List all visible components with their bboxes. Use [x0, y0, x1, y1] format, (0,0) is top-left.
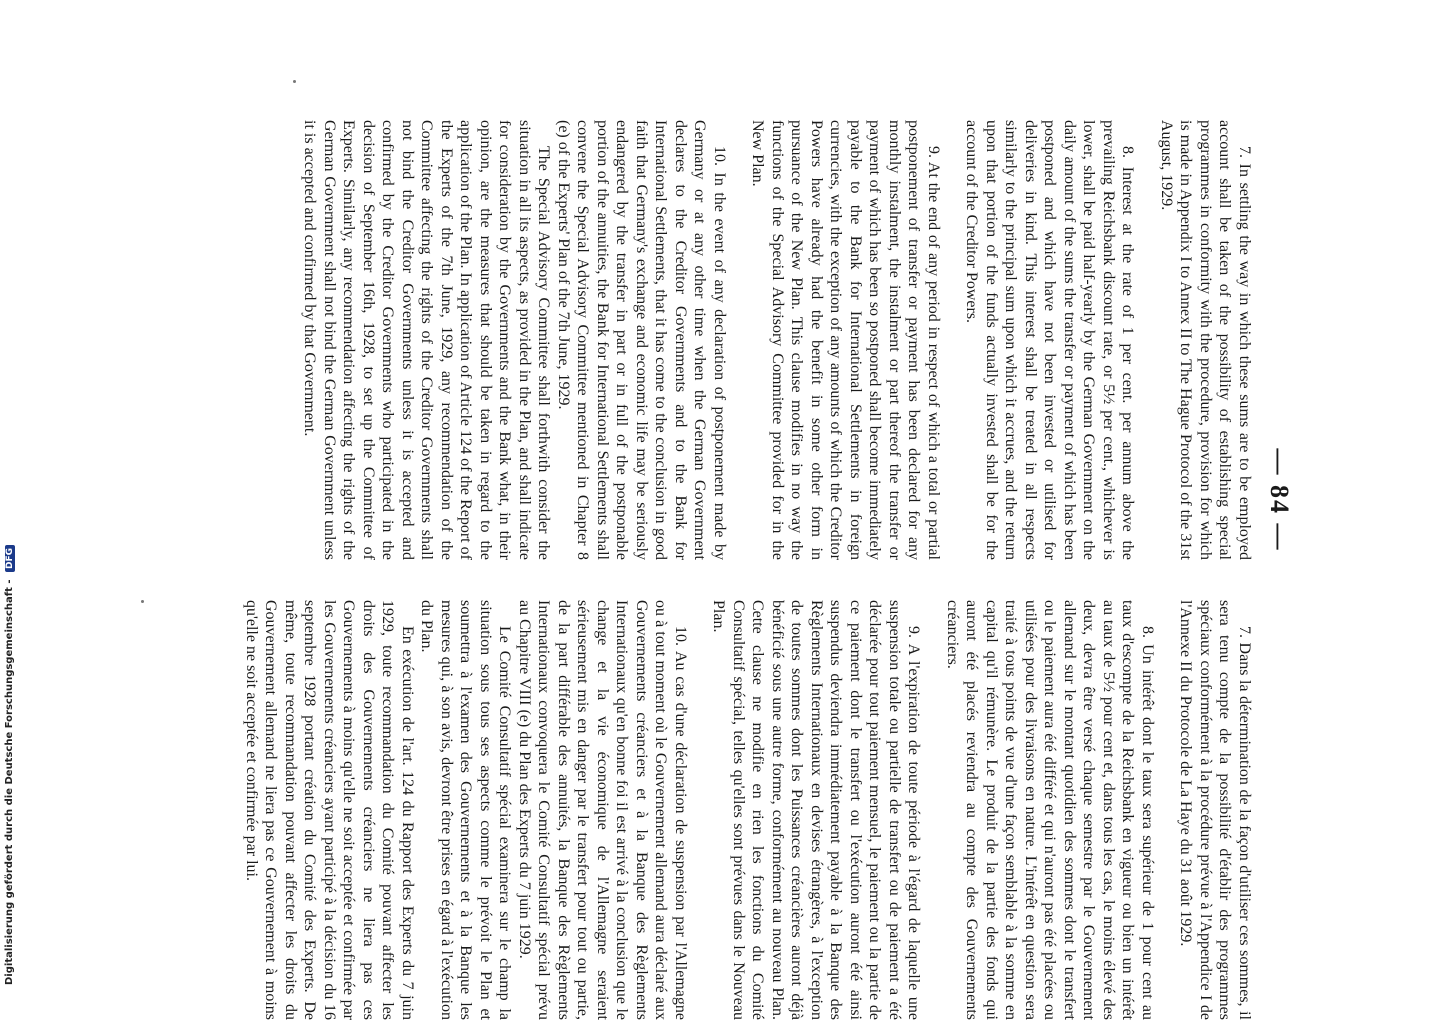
french-paragraph-7: 7. Dans la détermination de la façon d'utiliser ces sommes, il sera tenu compte de la possibilité d'établir des programmes spéciaux conformément à la procédure prévue à l'Appendice I de l'Annexe II du Protocole de La Haye du 31 août 1929.	[1177, 600, 1253, 1020]
english-paragraph-7: 7. In settling the way in which these sums are to be employed account shall be taken of the possibility of establishing special programmes in conformity with the procedure, provision for which is made in Appendix I to Annex II to The Hague Protocol of the 31st August, 1929.	[1158, 120, 1253, 560]
print-speck	[141, 600, 144, 603]
english-paragraph-9: 9. At the end of any period in respect of which a total or partial postponement of transfer or payment has been declared for any monthly instalment, the instalment or part thereof the transfer or payment of which has been so postponed shall become immediately payable to the Bank for International Settlements in foreign currencies, with the exception of any amounts of which the Creditor Powers have already had the benefit in some other form in pursuance of the New Plan. This clause modifies in no way the functions of the Special Advisory Committee provided for in the New Plan.	[749, 120, 942, 560]
english-paragraph-10-continued: The Special Advisory Committee shall forthwith consider the situation in all its aspects, as provided in the Plan, and shall indicate for consideration by the Governments and the Bank what, in their opinion, are the measures that should be taken in regard to the application of the Plan. In application of Article 124 of the Report of the Experts of the 7th June, 1929, any recommendation of the Committee affecting the rights of the Creditor Governments shall not bind the Creditor Governments unless it is accepted and confirmed by the Creditor Governments who participated in the decision of September 16th, 1928, to set up the Committee of Experts. Similarly, any recommendation affecting the rights of the German Government shall not bind the German Government unless it is accepted and confirmed by that Government.	[301, 120, 553, 560]
digitization-stamp	[4, 0, 15, 985]
page-number: — 84 —	[1265, 448, 1294, 552]
french-column	[223, 600, 1255, 1020]
french-paragraph-8: 8. Un intérêt dont le taux sera supérieur de 1 pour cent au taux d'escompte de la Reichsbank en vigueur ou bien un intérêt au taux de 5½ pour cent et, dans tous les cas, le moins élevé des deux, devra être versé chaque semestre par le Gouvernement allemand sur le montant quotidien des sommes dont le transfert ou le paiement aura été différé et qui n'auront pas été placées ou utilisées pour des livraisons en nature. L'intérêt en question sera traité à tous points de vue d'une façon semblable à la somme en capital qu'il rémunère. Le produit de la partie des fonds qui auront été placés reviendra au compte des Gouvernements créanciers.	[944, 600, 1156, 1020]
french-paragraph-9: 9. A l'expiration de toute période à l'égard de laquelle une suspension totale ou partielle de transfert ou de paiement a été déclarée pour tout paiement mensuel, le paiement ou la partie de ce paiement dont le transfert ou l'exécution auront été ainsi suspendus deviendra immédiatement payable à la Banque des Règlements Internationaux en devises étrangères, à l'exception de toutes sommes dont les Puissances créancières auront déjà bénéficié sous une autre forme, conformément au nouveau Plan. Cette clause ne modifie en rien les fonctions du Comité Consultatif spécial, telles qu'elles sont prévues dans le Nouveau Plan.	[710, 600, 923, 1020]
english-paragraph-10: 10. In the event of any declaration of postponement made by Germany or at any other time when the German Government declares to the Creditor Governments and to the Bank for International Settlements, that it has come to the conclusion in good faith that Germany's exchange and economic life may be seriously endangered by the transfer in part or in full of the postponable portion of the annuities, the Bank for International Settlements shall convene the Special Advisory Committee mentioned in Chapter 8 (e) of the Experts' Plan of the 7th June, 1929.	[555, 120, 728, 560]
stamp-text: Digitalisierung gefördert durch die Deutsche Forschungsgemeinschaft -	[4, 579, 15, 985]
french-paragraph-10-execution: En exécution de l'art. 124 du Rapport des Experts du 7 juin 1929, toute recommandation du Comité pouvant affecter les droits des Gouvernements créanciers ne liera pas ces Gouvernements à moins qu'elle ne soit acceptée et confirmée par les Gouvernements créanciers ayant participé à la décision du 16 septembre 1928 portant création du Comité des Experts. De même, toute recommandation pouvant affecter les droits du Gouvernement allemand ne liera pas ce Gouvernement à moins qu'elle ne soit acceptée et confirmée par lui.	[243, 600, 416, 1020]
french-paragraph-10: 10. Au cas d'une déclaration de suspension par l'Allemagne ou à tout moment où le Gouvernement allemand aura déclaré aux Gouvernements créanciers et à la Banque des Règlements Internationaux qu'en bonne foi il est arrivé à la conclusion que le change et la vie économique de l'Allemagne seraient sérieusement mis en danger par le transfert pour tout ou partie, de la part différable des annuités, la Banque des Règlements Internationaux convoquera le Comité Consultatif spécial prévu au Chapitre VIII (e) du Plan des Experts du 7 juin 1929.	[516, 600, 689, 1020]
french-paragraph-10-continued: Le Comité Consultatif spécial examinera sur le champ la situation sous tous ses aspects comme le prévoit le Plan et soumettra à l'examen des Gouvernements et à la Banque les mesures qui, à son avis, devront être prises en égard à l'exécution du Plan.	[418, 600, 514, 1020]
english-paragraph-8: 8. Interest at the rate of 1 per cent. per annum above the prevailing Reichsbank discount rate, or 5½ per cent., whichever is lower, shall be paid half-yearly by the German Government on the daily amount of the sums the transfer or payment of which has been postponed and which have not been invested or utilised for deliveries in kind. This interest shall be treated in all respects similarly to the principal sum upon which it accrues, and the return upon that portion of the funds actually invested shall be for the account of the Creditor Powers.	[963, 120, 1137, 560]
print-speck	[293, 80, 296, 83]
dfg-logo: DFG	[5, 545, 15, 572]
english-column	[281, 120, 1254, 560]
